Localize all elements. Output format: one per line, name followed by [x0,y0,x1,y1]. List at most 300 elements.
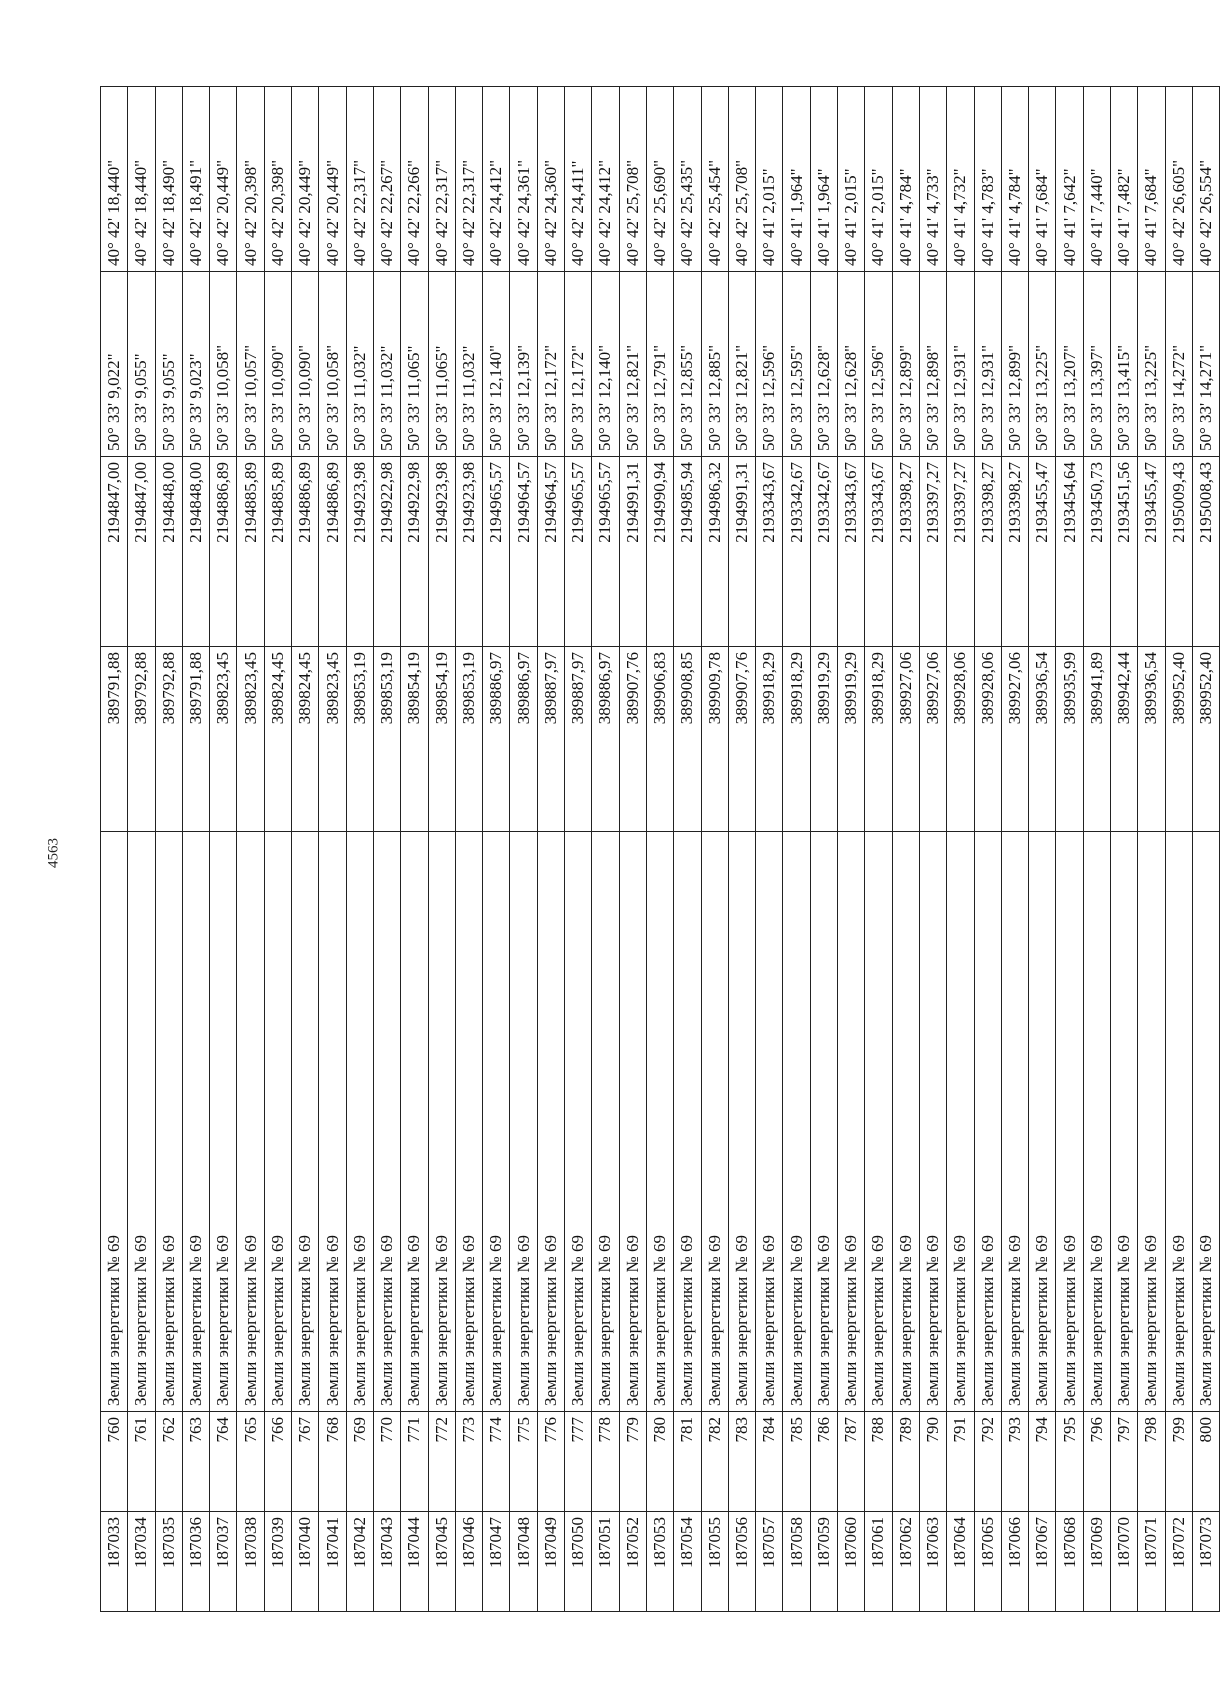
cell-y-coordinate: 2193397,27 [947,457,974,647]
cell-latitude: 50° 33' 9,022" [101,272,128,457]
cell-latitude: 50° 33' 13,225" [1138,272,1165,457]
cell-y-coordinate: 2195009,43 [1165,457,1192,647]
cell-land-category: Земли энергетики № 69 [565,832,592,1412]
cell-longitude: 40° 42' 18,440" [128,87,155,272]
cell-code: 187047 [483,1512,510,1612]
cell-latitude: 50° 33' 14,271" [1192,272,1219,457]
page-number: 4563 [45,838,62,868]
cell-latitude: 50° 33' 12,821" [619,272,646,457]
cell-x-coordinate: 389853,19 [346,647,373,832]
cell-code: 187048 [510,1512,537,1612]
cell-point-number: 760 [101,1412,128,1512]
cell-point-number: 768 [319,1412,346,1512]
cell-longitude: 40° 42' 24,411" [565,87,592,272]
cell-longitude: 40° 42' 20,449" [292,87,319,272]
table-row [155,87,182,1612]
cell-latitude: 50° 33' 12,855" [674,272,701,457]
cell-y-coordinate: 2194923,98 [455,457,482,647]
cell-point-number: 798 [1138,1412,1165,1512]
cell-code: 187064 [947,1512,974,1612]
table-row [756,87,783,1612]
cell-code: 187073 [1192,1512,1219,1612]
cell-code: 187050 [565,1512,592,1612]
cell-point-number: 766 [264,1412,291,1512]
cell-longitude: 40° 42' 22,317" [455,87,482,272]
cell-land-category: Земли энергетики № 69 [1138,832,1165,1412]
table-row [701,87,728,1612]
cell-longitude: 40° 42' 18,491" [182,87,209,272]
cell-point-number: 785 [783,1412,810,1512]
cell-longitude: 40° 41' 2,015" [756,87,783,272]
cell-x-coordinate: 389907,76 [619,647,646,832]
table-row [483,87,510,1612]
cell-latitude: 50° 33' 11,032" [455,272,482,457]
cell-longitude: 40° 42' 25,708" [619,87,646,272]
cell-land-category: Земли энергетики № 69 [210,832,237,1412]
table-row [510,87,537,1612]
table-row [455,87,482,1612]
cell-longitude: 40° 42' 20,398" [237,87,264,272]
cell-point-number: 775 [510,1412,537,1512]
cell-point-number: 761 [128,1412,155,1512]
cell-y-coordinate: 2193342,67 [810,457,837,647]
cell-longitude: 40° 41' 7,642" [1056,87,1083,272]
cell-latitude: 50° 33' 13,415" [1110,272,1137,457]
cell-latitude: 50° 33' 9,055" [128,272,155,457]
cell-point-number: 787 [838,1412,865,1512]
cell-longitude: 40° 42' 24,361" [510,87,537,272]
cell-point-number: 783 [728,1412,755,1512]
cell-latitude: 50° 33' 12,596" [865,272,892,457]
table-row [1165,87,1192,1612]
table-row [237,87,264,1612]
cell-x-coordinate: 389824,45 [264,647,291,832]
cell-y-coordinate: 2193342,67 [783,457,810,647]
cell-y-coordinate: 2194965,57 [592,457,619,647]
cell-latitude: 50° 33' 12,931" [974,272,1001,457]
cell-point-number: 782 [701,1412,728,1512]
cell-land-category: Земли энергетики № 69 [1056,832,1083,1412]
table-row [974,87,1001,1612]
cell-point-number: 762 [155,1412,182,1512]
cell-land-category: Земли энергетики № 69 [101,832,128,1412]
cell-longitude: 40° 42' 25,690" [646,87,673,272]
cell-point-number: 799 [1165,1412,1192,1512]
cell-y-coordinate: 2194847,00 [128,457,155,647]
cell-longitude: 40° 42' 20,398" [264,87,291,272]
cell-land-category: Земли энергетики № 69 [373,832,400,1412]
cell-code: 187058 [783,1512,810,1612]
cell-land-category: Земли энергетики № 69 [292,832,319,1412]
cell-point-number: 779 [619,1412,646,1512]
cell-x-coordinate: 389919,29 [810,647,837,832]
cell-y-coordinate: 2194923,98 [346,457,373,647]
cell-latitude: 50° 33' 12,821" [728,272,755,457]
cell-land-category: Земли энергетики № 69 [510,832,537,1412]
cell-code: 187046 [455,1512,482,1612]
cell-x-coordinate: 389935,99 [1056,647,1083,832]
cell-land-category: Земли энергетики № 69 [756,832,783,1412]
table-row [838,87,865,1612]
cell-y-coordinate: 2193397,27 [919,457,946,647]
table-row [373,87,400,1612]
cell-point-number: 770 [373,1412,400,1512]
cell-land-category: Земли энергетики № 69 [701,832,728,1412]
cell-land-category: Земли энергетики № 69 [1165,832,1192,1412]
cell-latitude: 50° 33' 10,057" [237,272,264,457]
cell-latitude: 50° 33' 10,058" [319,272,346,457]
cell-land-category: Земли энергетики № 69 [319,832,346,1412]
cell-latitude: 50° 33' 12,899" [1001,272,1028,457]
cell-code: 187062 [892,1512,919,1612]
cell-land-category: Земли энергетики № 69 [892,832,919,1412]
cell-point-number: 765 [237,1412,264,1512]
table-row [1192,87,1219,1612]
cell-land-category: Земли энергетики № 69 [428,832,455,1412]
cell-code: 187049 [537,1512,564,1612]
cell-land-category: Земли энергетики № 69 [1029,832,1056,1412]
table-row [1083,87,1110,1612]
cell-latitude: 50° 33' 12,899" [892,272,919,457]
cell-latitude: 50° 33' 12,140" [483,272,510,457]
cell-latitude: 50° 33' 12,172" [565,272,592,457]
cell-land-category: Земли энергетики № 69 [237,832,264,1412]
cell-point-number: 795 [1056,1412,1083,1512]
cell-code: 187056 [728,1512,755,1612]
cell-y-coordinate: 2194886,89 [210,457,237,647]
cell-point-number: 800 [1192,1412,1219,1512]
cell-longitude: 40° 41' 1,964" [810,87,837,272]
cell-point-number: 778 [592,1412,619,1512]
cell-latitude: 50° 33' 13,225" [1029,272,1056,457]
cell-x-coordinate: 389907,76 [728,647,755,832]
cell-code: 187045 [428,1512,455,1612]
cell-x-coordinate: 389936,54 [1029,647,1056,832]
table-row [810,87,837,1612]
cell-code: 187033 [101,1512,128,1612]
cell-code: 187053 [646,1512,673,1612]
cell-x-coordinate: 389791,88 [101,647,128,832]
table-row [947,87,974,1612]
cell-y-coordinate: 2193398,27 [1001,457,1028,647]
cell-longitude: 40° 41' 2,015" [865,87,892,272]
cell-land-category: Земли энергетики № 69 [810,832,837,1412]
cell-y-coordinate: 2194885,89 [237,457,264,647]
cell-code: 187071 [1138,1512,1165,1612]
table-row [674,87,701,1612]
cell-point-number: 764 [210,1412,237,1512]
cell-latitude: 50° 33' 12,931" [947,272,974,457]
cell-land-category: Земли энергетики № 69 [264,832,291,1412]
cell-y-coordinate: 2195008,43 [1192,457,1219,647]
cell-point-number: 793 [1001,1412,1028,1512]
cell-point-number: 763 [182,1412,209,1512]
cell-longitude: 40° 41' 4,733" [919,87,946,272]
cell-x-coordinate: 389952,40 [1192,647,1219,832]
cell-code: 187072 [1165,1512,1192,1612]
cell-latitude: 50° 33' 14,272" [1165,272,1192,457]
cell-code: 187037 [210,1512,237,1612]
cell-code: 187070 [1110,1512,1137,1612]
table-row [892,87,919,1612]
cell-x-coordinate: 389886,97 [592,647,619,832]
cell-longitude: 40° 41' 7,440" [1083,87,1110,272]
cell-x-coordinate: 389928,06 [974,647,1001,832]
cell-land-category: Земли энергетики № 69 [401,832,428,1412]
cell-land-category: Земли энергетики № 69 [865,832,892,1412]
cell-x-coordinate: 389952,40 [1165,647,1192,832]
cell-code: 187054 [674,1512,701,1612]
cell-longitude: 40° 41' 2,015" [838,87,865,272]
cell-latitude: 50° 33' 10,090" [264,272,291,457]
coordinates-table [100,86,1220,1612]
cell-x-coordinate: 389908,85 [674,647,701,832]
cell-longitude: 40° 41' 4,784" [892,87,919,272]
cell-code: 187067 [1029,1512,1056,1612]
cell-code: 187068 [1056,1512,1083,1612]
cell-code: 187065 [974,1512,1001,1612]
cell-y-coordinate: 2194991,31 [619,457,646,647]
cell-x-coordinate: 389927,06 [1001,647,1028,832]
cell-y-coordinate: 2193398,27 [892,457,919,647]
cell-y-coordinate: 2194847,00 [101,457,128,647]
rotated-table-container [100,87,1216,1612]
table-row [182,87,209,1612]
table-row [783,87,810,1612]
cell-longitude: 40° 42' 24,360" [537,87,564,272]
cell-longitude: 40° 41' 7,482" [1110,87,1137,272]
cell-y-coordinate: 2193343,67 [756,457,783,647]
cell-y-coordinate: 2193450,73 [1083,457,1110,647]
cell-x-coordinate: 389854,19 [401,647,428,832]
cell-y-coordinate: 2194886,89 [292,457,319,647]
cell-longitude: 40° 41' 4,732" [947,87,974,272]
cell-code: 187043 [373,1512,400,1612]
cell-latitude: 50° 33' 10,058" [210,272,237,457]
cell-land-category: Земли энергетики № 69 [155,832,182,1412]
cell-x-coordinate: 389942,44 [1110,647,1137,832]
table-row [1056,87,1083,1612]
cell-latitude: 50° 33' 12,898" [919,272,946,457]
table-row [101,87,128,1612]
cell-land-category: Земли энергетики № 69 [947,832,974,1412]
cell-land-category: Земли энергетики № 69 [728,832,755,1412]
cell-latitude: 50° 33' 10,090" [292,272,319,457]
cell-x-coordinate: 389854,19 [428,647,455,832]
cell-longitude: 40° 41' 4,783" [974,87,1001,272]
cell-point-number: 791 [947,1412,974,1512]
cell-longitude: 40° 42' 22,317" [428,87,455,272]
table-row [319,87,346,1612]
cell-y-coordinate: 2194922,98 [401,457,428,647]
cell-point-number: 772 [428,1412,455,1512]
cell-x-coordinate: 389909,78 [701,647,728,832]
cell-longitude: 40° 42' 22,266" [401,87,428,272]
cell-y-coordinate: 2194985,94 [674,457,701,647]
cell-code: 187052 [619,1512,646,1612]
cell-x-coordinate: 389791,88 [182,647,209,832]
table-row [619,87,646,1612]
cell-x-coordinate: 389792,88 [128,647,155,832]
cell-latitude: 50° 33' 12,140" [592,272,619,457]
cell-y-coordinate: 2194923,98 [428,457,455,647]
cell-code: 187040 [292,1512,319,1612]
cell-latitude: 50° 33' 12,172" [537,272,564,457]
cell-point-number: 784 [756,1412,783,1512]
cell-longitude: 40° 42' 22,317" [346,87,373,272]
cell-latitude: 50° 33' 9,055" [155,272,182,457]
cell-x-coordinate: 389887,97 [537,647,564,832]
cell-point-number: 767 [292,1412,319,1512]
cell-y-coordinate: 2194964,57 [510,457,537,647]
table-row [565,87,592,1612]
cell-longitude: 40° 42' 25,454" [701,87,728,272]
cell-x-coordinate: 389824,45 [292,647,319,832]
table-row [1138,87,1165,1612]
cell-point-number: 790 [919,1412,946,1512]
table-row [592,87,619,1612]
cell-code: 187042 [346,1512,373,1612]
cell-x-coordinate: 389886,97 [510,647,537,832]
cell-x-coordinate: 389927,06 [919,647,946,832]
coordinates-table-body [101,87,1220,1612]
cell-latitude: 50° 33' 12,791" [646,272,673,457]
cell-land-category: Земли энергетики № 69 [537,832,564,1412]
table-row [428,87,455,1612]
cell-code: 187060 [838,1512,865,1612]
cell-x-coordinate: 389853,19 [373,647,400,832]
cell-point-number: 796 [1083,1412,1110,1512]
cell-y-coordinate: 2194986,32 [701,457,728,647]
cell-y-coordinate: 2194848,00 [182,457,209,647]
cell-y-coordinate: 2193451,56 [1110,457,1137,647]
cell-y-coordinate: 2194990,94 [646,457,673,647]
cell-code: 187044 [401,1512,428,1612]
cell-land-category: Земли энергетики № 69 [1083,832,1110,1412]
table-row [128,87,155,1612]
cell-land-category: Земли энергетики № 69 [455,832,482,1412]
cell-point-number: 773 [455,1412,482,1512]
cell-longitude: 40° 41' 7,684" [1029,87,1056,272]
cell-longitude: 40° 42' 24,412" [592,87,619,272]
table-row [1029,87,1056,1612]
cell-latitude: 50° 33' 12,139" [510,272,537,457]
table-row [346,87,373,1612]
cell-code: 187057 [756,1512,783,1612]
cell-x-coordinate: 389918,29 [865,647,892,832]
cell-y-coordinate: 2194886,89 [319,457,346,647]
table-row [865,87,892,1612]
cell-y-coordinate: 2193455,47 [1029,457,1056,647]
cell-latitude: 50° 33' 12,628" [810,272,837,457]
cell-code: 187059 [810,1512,837,1612]
cell-code: 187034 [128,1512,155,1612]
cell-latitude: 50° 33' 12,885" [701,272,728,457]
cell-code: 187061 [865,1512,892,1612]
cell-x-coordinate: 389906,83 [646,647,673,832]
cell-longitude: 40° 42' 20,449" [319,87,346,272]
cell-x-coordinate: 389887,97 [565,647,592,832]
cell-x-coordinate: 389919,29 [838,647,865,832]
cell-y-coordinate: 2194965,57 [483,457,510,647]
cell-y-coordinate: 2194848,00 [155,457,182,647]
cell-land-category: Земли энергетики № 69 [1110,832,1137,1412]
cell-latitude: 50° 33' 11,065" [428,272,455,457]
cell-longitude: 40° 42' 20,449" [210,87,237,272]
table-row [646,87,673,1612]
cell-land-category: Земли энергетики № 69 [1001,832,1028,1412]
cell-point-number: 777 [565,1412,592,1512]
cell-latitude: 50° 33' 12,628" [838,272,865,457]
cell-code: 187055 [701,1512,728,1612]
cell-y-coordinate: 2193455,47 [1138,457,1165,647]
cell-x-coordinate: 389823,45 [237,647,264,832]
table-row [1001,87,1028,1612]
cell-land-category: Земли энергетики № 69 [346,832,373,1412]
cell-code: 187051 [592,1512,619,1612]
cell-x-coordinate: 389792,88 [155,647,182,832]
cell-point-number: 788 [865,1412,892,1512]
cell-point-number: 780 [646,1412,673,1512]
cell-longitude: 40° 42' 25,435" [674,87,701,272]
cell-x-coordinate: 389886,97 [483,647,510,832]
cell-y-coordinate: 2194885,89 [264,457,291,647]
table-row [210,87,237,1612]
table-row [537,87,564,1612]
cell-point-number: 771 [401,1412,428,1512]
cell-longitude: 40° 41' 7,684" [1138,87,1165,272]
cell-code: 187066 [1001,1512,1028,1612]
cell-y-coordinate: 2193398,27 [974,457,1001,647]
cell-x-coordinate: 389823,45 [210,647,237,832]
cell-land-category: Земли энергетики № 69 [592,832,619,1412]
cell-latitude: 50° 33' 13,397" [1083,272,1110,457]
cell-x-coordinate: 389853,19 [455,647,482,832]
table-row [264,87,291,1612]
table-row [728,87,755,1612]
cell-latitude: 50° 33' 9,023" [182,272,209,457]
cell-point-number: 781 [674,1412,701,1512]
table-row [401,87,428,1612]
cell-land-category: Земли энергетики № 69 [974,832,1001,1412]
cell-code: 187035 [155,1512,182,1612]
cell-x-coordinate: 389936,54 [1138,647,1165,832]
document-page [100,0,1216,1707]
cell-land-category: Земли энергетики № 69 [483,832,510,1412]
cell-y-coordinate: 2194991,31 [728,457,755,647]
cell-x-coordinate: 389918,29 [783,647,810,832]
cell-land-category: Земли энергетики № 69 [182,832,209,1412]
cell-point-number: 789 [892,1412,919,1512]
cell-land-category: Земли энергетики № 69 [619,832,646,1412]
cell-point-number: 776 [537,1412,564,1512]
cell-point-number: 797 [1110,1412,1137,1512]
cell-longitude: 40° 42' 26,605" [1165,87,1192,272]
cell-land-category: Земли энергетики № 69 [919,832,946,1412]
table-row [919,87,946,1612]
cell-latitude: 50° 33' 11,065" [401,272,428,457]
cell-longitude: 40° 42' 18,490" [155,87,182,272]
cell-x-coordinate: 389823,45 [319,647,346,832]
cell-code: 187036 [182,1512,209,1612]
cell-land-category: Земли энергетики № 69 [783,832,810,1412]
cell-land-category: Земли энергетики № 69 [646,832,673,1412]
cell-code: 187069 [1083,1512,1110,1612]
cell-longitude: 40° 42' 26,554" [1192,87,1219,272]
cell-code: 187039 [264,1512,291,1612]
cell-latitude: 50° 33' 11,032" [346,272,373,457]
cell-longitude: 40° 42' 25,708" [728,87,755,272]
